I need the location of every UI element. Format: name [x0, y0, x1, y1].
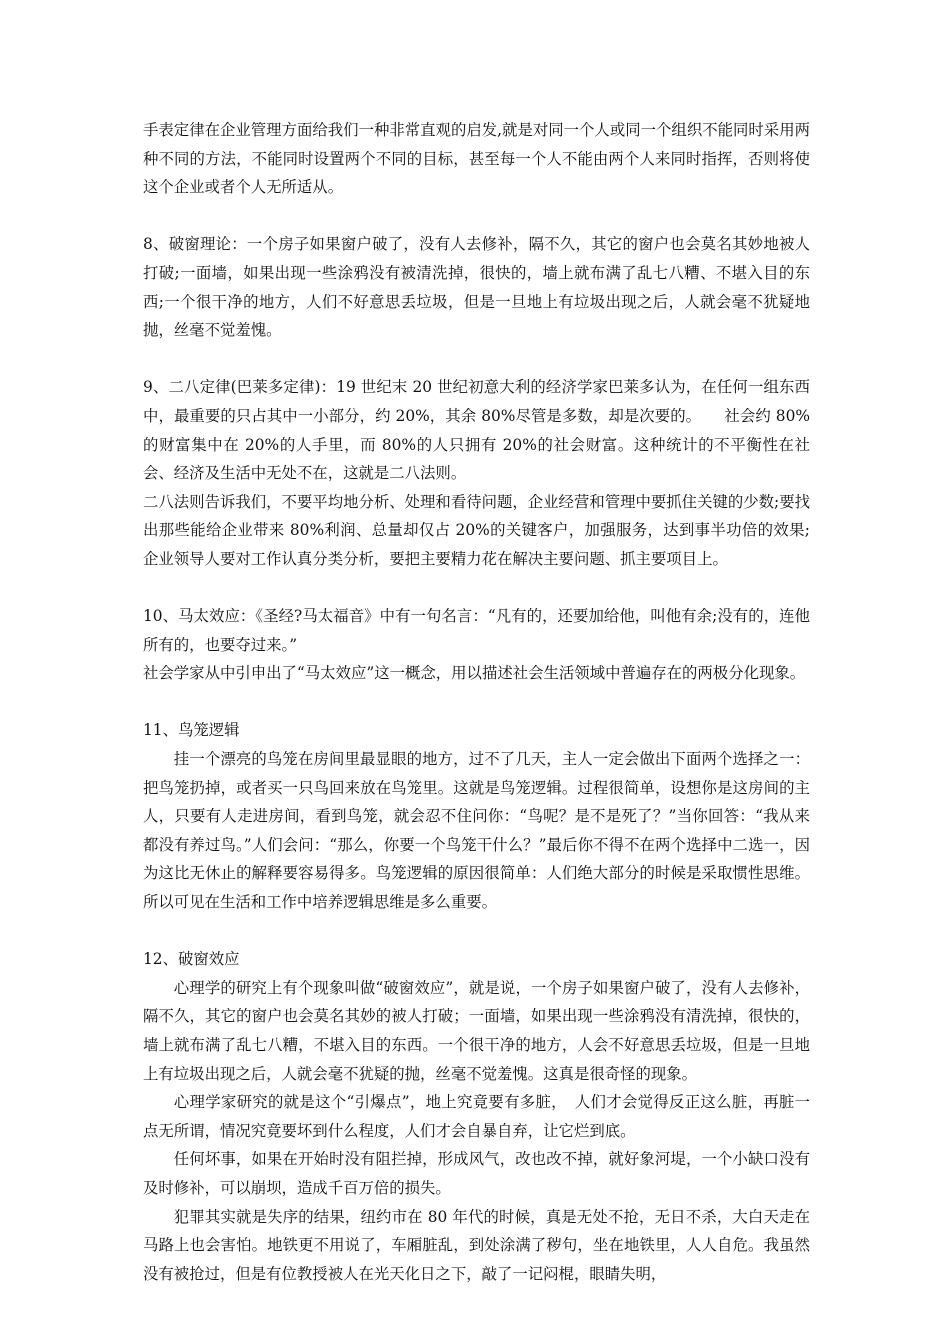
paragraph-matthew-effect-sociology: 社会学家从中引申出了“马太效应”这一概念，用以描述社会生活领域中普遍存在的两极分化现象。: [143, 664, 806, 683]
paragraph-broken-window-effect: 心理学的研究上有个现象叫做“破窗效应”，就是说，一个房子如果窗户破了，没有人去修补，隔不久，其它的窗户也会莫名其妙的被人打破；一面墙，如果出现一些涂鸦没有清洗掉，很快的，墙上就布满了乱七八糟，不堪入目的东西。一个很干净的地方，人会不好意思丢垃圾，但是一旦地上有垃圾出现之后，人就会毫不犹疑的抛，丝毫不觉羞愧。这真是很奇怪的现象。: [143, 978, 810, 1083]
paragraph-gap: [143, 202, 810, 231]
paragraph-gap: [143, 345, 810, 374]
paragraph-broken-window-theory: 8、破窗理论：一个房子如果窗户破了，没有人去修补，隔不久，其它的窗户也会莫名其妙地被人打破;一面墙，如果出现一些涂鸦没有被清洗掉，很快的，墙上就布满了乱七八糟、不堪入目的东西;一个很干净的地方，人们不好意思丢垃圾，但是一旦地上有垃圾出现之后，人就会毫不犹疑地抛，丝毫不觉羞愧。: [143, 235, 810, 340]
paragraph-gap: [143, 688, 810, 717]
paragraph-gap: [143, 917, 810, 946]
paragraph-watch-law-summary: 手表定律在企业管理方面给我们一种非常直观的启发,就是对同一个人或同一个组织不能同时采用两种不同的方法，不能同时设置两个不同的目标，甚至每一个人不能由两个人来同时指挥，否则将使这个企业或者个人无所适从。: [143, 121, 810, 197]
paragraph-matthew-effect: 10、马太效应：《圣经?马太福音》中有一句名言：“凡有的，还要加给他，叫他有余;没有的，连他所有的，也要夺过来。”: [143, 607, 810, 654]
paragraph-pareto-principle: 9、二八定律(巴莱多定律)：19 世纪末 20 世纪初意大利的经济学家巴莱多认为，在任何一组东西中，最重要的只占其中一小部分，约 20%，其余 80%尽管是多数，却是次要的。 社会约 80%的财富集中在 20%的人手里，而 80%的人只拥有 20%的社会财富。这种统计的不平衡性在社会、经济及生活中无处不在，这就是二八法则。: [143, 378, 810, 483]
document-body: [143, 116, 810, 1288]
section-heading-birdcage-logic: 11、鸟笼逻辑: [143, 721, 240, 740]
paragraph-new-york-crime: 犯罪其实就是失序的结果，纽约市在 80 年代的时候，真是无处不抢，无日不杀，大白天走在马路上也会害怕。地铁更不用说了，车厢脏乱，到处涂满了秽句，坐在地铁里，人人自危。我虽然没有被抢过，但是有位教授被人在光天化日之下，敲了一记闷棍，眼睛失明，: [143, 1207, 810, 1283]
paragraph-tipping-point: 心理学家研究的就是这个“引爆点”，地上究竟要有多脏， 人们才会觉得反正这么脏，再脏一点无所谓，情况究竟要坏到什么程度，人们才会自暴自弃，让它烂到底。: [143, 1093, 810, 1140]
paragraph-birdcage-logic: 挂一个漂亮的鸟笼在房间里最显眼的地方，过不了几天，主人一定会做出下面两个选择之一：把鸟笼扔掉，或者买一只鸟回来放在鸟笼里。这就是鸟笼逻辑。过程很简单，设想你是这房间的主人，只要有人走进房间，看到鸟笼，就会忍不住问你：“鸟呢？是不是死了？”当你回答：“我从来都没有养过鸟。”人们会问：“那么，你要一个鸟笼干什么？”最后你不得不在两个选择中二选一，因为这比无休止的解释要容易得多。鸟笼逻辑的原因很简单：人们绝大部分的时候是采取惯性思维。所以可见在生活和工作中培养逻辑思维是多么重要。: [143, 750, 810, 912]
section-heading-broken-window-effect: 12、破窗效应: [143, 950, 240, 969]
paragraph-dam-analogy: 任何坏事，如果在开始时没有阻拦掉，形成风气，改也改不掉，就好象河堤，一个小缺口没有及时修补，可以崩坝，造成千百万倍的损失。: [143, 1150, 810, 1197]
paragraph-gap: [143, 574, 810, 603]
paragraph-pareto-lesson: 二八法则告诉我们，不要平均地分析、处理和看待问题，企业经营和管理中要抓住关键的少数;要找出那些能给企业带来 80%利润、总量却仅占 20%的关键客户，加强服务，达到事半功倍的效果;企业领导人要对工作认真分类分析，要把主要精力花在解决主要问题、抓主要项目上。: [143, 492, 810, 568]
